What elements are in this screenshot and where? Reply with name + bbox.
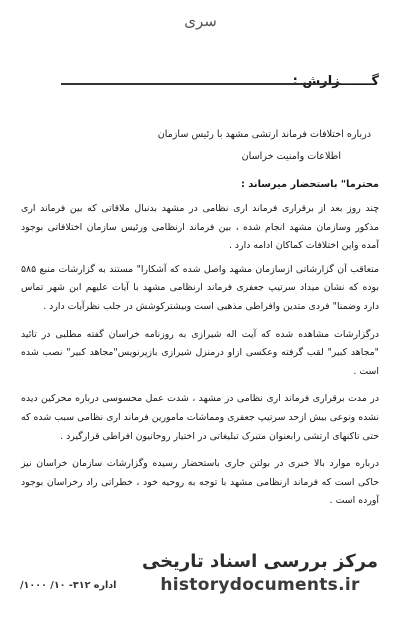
subject-line: اطلاعات وامنیت خراسان [241, 151, 341, 162]
body-paragraph: متعاقب آن گزارشاتی ازسازمان مشهد واصل شده که آشکارا" مستند به گزارشات منبع ۵۸۵ بوده که نشان میداد سرتیپ جعفری فرماند ارنظامی مشهد با آیات علیهم ابن شهر تماس دارد وضمنا" فردی متدین وافراطی مذهبی است وبیشترکوشش در جلب نظرآیات دارد . [21, 263, 379, 312]
signature-line: اداره ۳۱۲- ۱۰/ ۱۰۰۰/ [20, 580, 117, 591]
archive-watermark [122, 550, 398, 620]
salutation: محترما" باستحضار میرساند : [240, 179, 379, 190]
body-paragraph: چند روز بعد از برقراری فرماند اری نظامی در مشهد بدنبال ملاقاتی که بین فرماند اری مذکور وسازمان مشهد انجام شده ، بین فرماند ارنظامی ورئیس سازمان اختلافاتی بوجود آمده واین اختلافات کماکان ادامه دارد . [21, 203, 379, 252]
classification-stamp: سری [184, 12, 217, 30]
body-paragraph: در مدت برقراری فرماند اری نظامی در مشهد ، شدت عمل محسوسی درباره محرکین دیده نشده ونوعی بیش ازحد سرتیپ جعفری ومماشات مامورین فرماند اری نظامی سبب شده که حتی تاکنهای ارتشی رابعنوان متبرک تبلیغاتی در اختیار روحانیون افراطی قرارگیرد . [21, 393, 379, 442]
subject-line: درباره اختلافات فرماند ارتشی مشهد با رئیس سازمان [157, 129, 371, 140]
report-heading: گـــــــزارش : [292, 74, 379, 89]
heading-underline [61, 83, 341, 85]
body-paragraph: درباره موارد بالا خبری در بولتن جاری باستحضار رسیده وگزارشات سازمان خراسان نیز حاکی است که فرماند ارنظامی مشهد با توجه به روحیه خود ، خطراتی راد رخراسان بوجود آورده است . [21, 458, 379, 507]
watermark-url: historydocuments.ir [160, 575, 360, 595]
body-paragraph: درگزارشات مشاهده شده که آیت اله شیرازی به روزنامه خراسان گفته مطلبی در تائید "مجاهد کبیر" لقب گرفته وعکسی ازاو درمنزل شیرازی بازیرنویس"مجاهد کبیر" نصب شده است . [21, 328, 379, 377]
report-body [21, 200, 379, 520]
subject-block [41, 124, 371, 168]
watermark-title: مرکز بررسی اسناد تاریخی [141, 551, 379, 572]
